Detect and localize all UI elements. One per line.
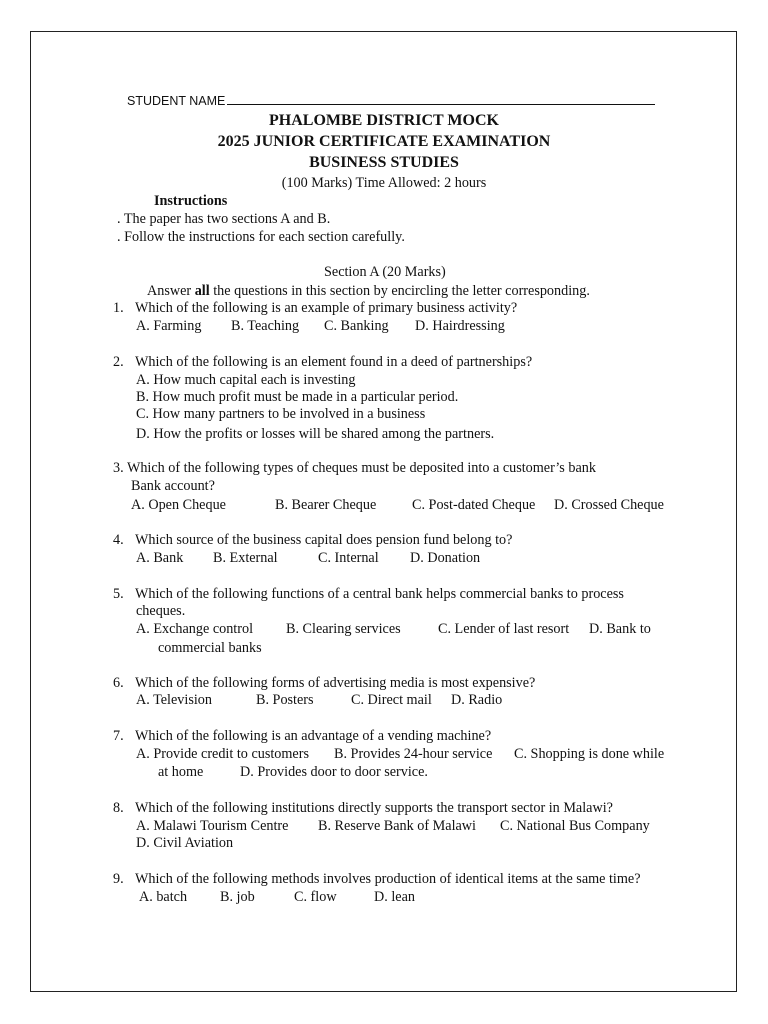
exam-title-certificate: 2025 JUNIOR CERTIFICATE EXAMINATION	[217, 133, 551, 150]
instruction-item: . Follow the instructions for each section carefully.	[117, 229, 405, 245]
question-number: 9.	[113, 871, 124, 887]
question-text: Which of the following methods involves production of identical items at the same time?	[135, 871, 641, 887]
question-5	[113, 586, 624, 603]
instruction-emphasis: all	[194, 283, 210, 299]
option-d[interactable]: D. Hairdressing	[415, 318, 505, 334]
option-c-continuation[interactable]: at home	[158, 764, 204, 780]
question-text: Which of the following is an example of primary business activity?	[135, 300, 518, 316]
marks-and-time: (100 Marks) Time Allowed: 2 hours	[281, 175, 487, 191]
option-d[interactable]: D. How the profits or losses will be shared among the partners.	[136, 426, 495, 442]
option-b[interactable]: B. Reserve Bank of Malawi	[318, 818, 476, 834]
instructions-heading: Instructions	[154, 193, 228, 209]
option-d[interactable]: D. Civil Aviation	[136, 835, 234, 851]
question-text: Which of the following types of cheques must be deposited into a customer’s bank	[126, 460, 596, 476]
question-1	[113, 300, 518, 317]
instruction-text: Answer	[147, 283, 195, 299]
option-b[interactable]: B. External	[213, 550, 278, 566]
question-number: 7.	[113, 728, 124, 744]
option-c[interactable]: C. How many partners to be involved in a business	[136, 406, 426, 422]
option-b[interactable]: B. Bearer Cheque	[275, 497, 377, 513]
question-number: 4.	[113, 532, 124, 548]
option-c[interactable]: C. flow	[294, 889, 337, 905]
question-text: Which source of the business capital does pension fund belong to?	[135, 532, 513, 548]
question-text: Which of the following is an element found in a deed of partnerships?	[135, 354, 533, 370]
question-number: 3.	[113, 460, 124, 476]
option-c[interactable]: C. Shopping is done while	[514, 746, 665, 762]
option-b[interactable]: B. Clearing services	[286, 621, 401, 637]
question-text: Which of the following functions of a central bank helps commercial banks to process	[135, 586, 624, 602]
option-b[interactable]: B. Posters	[256, 692, 314, 708]
question-number: 5.	[113, 586, 124, 602]
option-a[interactable]: A. Bank	[136, 550, 184, 566]
question-number: 8.	[113, 800, 124, 816]
option-a[interactable]: A. batch	[139, 889, 188, 905]
question-3-continuation: Bank account?	[131, 478, 215, 494]
option-c[interactable]: C. National Bus Company	[500, 818, 650, 834]
question-number: 2.	[113, 354, 124, 370]
instruction-item: . The paper has two sections A and B.	[117, 211, 331, 227]
option-c[interactable]: C. Lender of last resort	[438, 621, 570, 637]
option-a[interactable]: A. Malawi Tourism Centre	[136, 818, 289, 834]
option-a[interactable]: A. Exchange control	[136, 621, 254, 637]
question-3	[113, 460, 596, 477]
question-number: 1.	[113, 300, 124, 316]
question-9	[113, 871, 641, 888]
option-a[interactable]: A. Farming	[136, 318, 202, 334]
question-6	[113, 675, 536, 692]
option-c[interactable]: C. Internal	[318, 550, 379, 566]
option-c[interactable]: C. Post-dated Cheque	[412, 497, 536, 513]
option-c[interactable]: C. Banking	[324, 318, 389, 334]
option-d[interactable]: D. lean	[374, 889, 415, 905]
option-a[interactable]: A. How much capital each is investing	[136, 372, 356, 388]
question-8	[113, 800, 613, 817]
instruction-text: the questions in this section by encircling the letter corresponding.	[209, 283, 590, 299]
option-a[interactable]: A. Open Cheque	[131, 497, 226, 513]
student-name-line[interactable]	[227, 94, 655, 105]
option-b[interactable]: B. job	[220, 889, 255, 905]
option-c[interactable]: C. Direct mail	[351, 692, 432, 708]
question-text: Which of the following forms of advertising media is most expensive?	[135, 675, 536, 691]
option-b[interactable]: B. Provides 24-hour service	[334, 746, 493, 762]
option-d[interactable]: D. Bank to	[589, 621, 651, 637]
option-d[interactable]: D. Crossed Cheque	[554, 497, 664, 513]
option-b[interactable]: B. Teaching	[231, 318, 300, 334]
option-a[interactable]: A. Television	[136, 692, 212, 708]
exam-subject: BUSINESS STUDIES	[309, 154, 459, 171]
section-a-title: Section A (20 Marks)	[324, 264, 446, 280]
question-2	[113, 354, 533, 371]
option-d[interactable]: D. Donation	[410, 550, 481, 566]
student-name-field	[127, 94, 655, 108]
question-7	[113, 728, 492, 745]
option-a[interactable]: A. Provide credit to customers	[136, 746, 309, 762]
student-name-label: STUDENT NAME	[127, 94, 226, 108]
exam-title-district: PHALOMBE DISTRICT MOCK	[269, 112, 499, 129]
option-d[interactable]: D. Radio	[451, 692, 503, 708]
question-4	[113, 532, 513, 549]
question-text: Which of the following institutions directly supports the transport sector in Malawi?	[135, 800, 613, 816]
option-d-continuation[interactable]: commercial banks	[158, 640, 262, 656]
question-number: 6.	[113, 675, 124, 691]
option-b[interactable]: B. How much profit must be made in a particular period.	[136, 389, 459, 405]
section-a-instruction	[147, 283, 590, 300]
question-text: Which of the following is an advantage of a vending machine?	[135, 728, 492, 744]
question-5-continuation: cheques.	[136, 603, 186, 619]
option-d[interactable]: D. Provides door to door service.	[240, 764, 428, 780]
